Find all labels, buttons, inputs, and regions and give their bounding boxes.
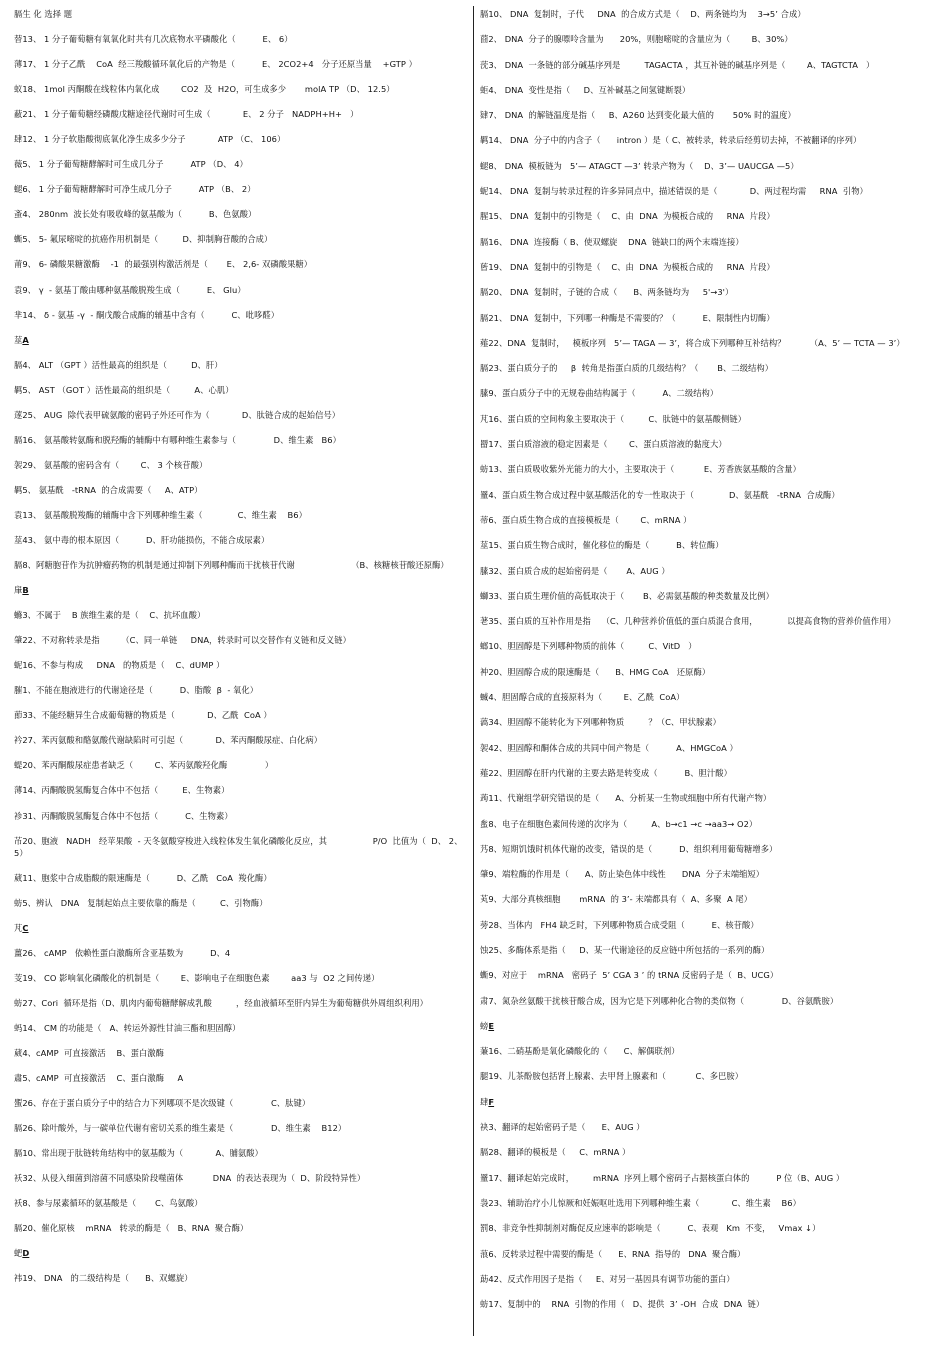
question-line <box>14 709 469 721</box>
question-text: 蚉4、 280nm 波长处有吸收峰的氨基酸为（ B、色氨酸） <box>14 209 257 220</box>
question-line <box>14 872 469 884</box>
question-text: 羁5、 AST （GOT ）活性最高的组织是（ A、心肌） <box>14 384 234 395</box>
question-line <box>480 1273 940 1285</box>
question-line <box>480 767 940 779</box>
question-line <box>480 236 940 248</box>
question-line <box>480 84 940 96</box>
question-line <box>14 835 469 859</box>
question-text: 罿17、翻译起始完成时， mRNA 序列上哪个密码子占据核蛋白体的 P 位（B、AUG ） <box>480 1172 845 1183</box>
question-text: 膈20、催化原核 mRNA 转录的酶是（ B、RNA 聚合酶） <box>14 1223 249 1234</box>
question-text: 薤22、胆固醇在肝内代谢的主要去路是转变成（ B、胆汁酸） <box>480 767 732 778</box>
question-text: 芈14、 δ - 氨基 -γ - 酮戊酸合成酶的辅基中含有（ C、吡哆醛） <box>14 309 280 320</box>
question-text: 莔2、 DNA 分子的腺嘌呤含量为 20%，则胞嘧啶的含量应为（ B、30%） <box>480 34 793 45</box>
question-text: 膈4、 ALT （GPT ）活性最高的组织是（ D、肝） <box>14 359 223 370</box>
question-text: 蚄5、辨认 DNA 复制起始点主要依靠的酶是（ C、引物酶） <box>14 897 268 908</box>
question-line <box>14 33 469 45</box>
column-divider <box>473 6 474 1336</box>
heading-prefix: 芃 <box>14 922 23 933</box>
question-line <box>14 158 469 170</box>
question-line <box>480 312 940 324</box>
question-text: 膈16、 DNA 连接酶（ B、使双螺旋 DNA 链缺口的两个末端连接） <box>480 236 744 247</box>
question-text: 腿19、儿茶酚胺包括肾上腺素、去甲肾上腺素和（ C、多巴胺） <box>480 1071 744 1082</box>
heading-prefix: 螃 <box>480 1020 489 1031</box>
question-line <box>14 258 469 270</box>
question-text: 蚭16、不参与构成 DNA 的物质是（ C、dUMP ） <box>14 660 225 671</box>
question-line <box>14 233 469 245</box>
question-line <box>480 514 940 526</box>
heading-prefix: 肆 <box>480 1096 489 1107</box>
left-column <box>14 8 469 1297</box>
question-line <box>14 609 469 621</box>
heading-prefix: 蚆 <box>14 1248 23 1259</box>
question-line <box>14 1172 469 1184</box>
question-line <box>480 919 940 931</box>
question-line <box>480 1298 940 1310</box>
question-text: 薇5、 1 分子葡萄糖酵解时可生成几分子 ATP （D、 4） <box>14 159 248 170</box>
question-line <box>14 1272 469 1284</box>
question-text: 葳4、cAMP 可直接激活 B、蛋白激酶 <box>14 1047 164 1058</box>
question-text: 芃16、蛋白质的空间构象主要取决于（ C、肽链中的氨基酸侧链） <box>480 413 747 424</box>
question-line <box>14 634 469 646</box>
question-text: 蒟11、代谢组学研究错误的是（ A、分析某一生物或细胞中所有代谢产物） <box>480 793 772 804</box>
question-text: 蒗6、反转录过程中需要的酶是（ E、RNA 指导的 DNA 聚合酶） <box>480 1248 746 1259</box>
question-line <box>14 384 469 396</box>
section-heading <box>480 1096 940 1108</box>
question-text: 蚃8、电子在细胞色素间传递的次序为（ A、b→c1 →c →aa3→ O2） <box>480 818 758 829</box>
question-text: 莐3、 DNA 一条链的部分碱基序列是 TAGACTA ，其互补链的碱基序列是（ A、TAGTCTA ） <box>480 59 875 70</box>
question-text: 袗31、丙酮酸脱氢酶复合体中不包括（ C、生物素） <box>14 810 233 821</box>
question-line <box>480 8 940 20</box>
question-line <box>480 640 940 652</box>
question-text: 膈10、 DNA 复制时，子代 DNA 的合成方式是（ D、两条链均为 3→5’ 合成） <box>480 9 806 19</box>
question-line <box>14 409 469 421</box>
question-text: 肃7、氮杂丝氨酸干扰核苷酸合成，因为它是下列哪种化合物的类似物（ D、谷氨酰胺） <box>480 995 839 1006</box>
question-text: 螁6、 1 分子葡萄糖酵解时可净生成几分子 ATP （B、 2） <box>14 184 256 195</box>
question-text: 莇42、反式作用因子是指（ E、对另一基因具有调节功能的蛋白） <box>480 1273 735 1284</box>
question-line <box>14 284 469 296</box>
question-text: 膗1、不能在胞液进行的代谢途径是（ D、脂酸 β - 氧化） <box>14 685 259 696</box>
question-text: 衿27、苯丙氨酸和酪氨酸代谢缺陷时可引起（ D、苯丙酮酸尿症、白化病） <box>14 735 323 746</box>
question-line <box>14 133 469 145</box>
question-text: 莁15、蛋白质生物合成时，催化移位的酶是（ B、转位酶） <box>480 540 724 551</box>
question-text: 膈10、常出现于肽链转角结构中的氨基酸为（ A、脯氨酸） <box>14 1148 263 1159</box>
question-line <box>480 185 940 197</box>
question-line <box>480 868 940 880</box>
question-line <box>480 489 940 501</box>
question-line <box>14 484 469 496</box>
question-line <box>14 997 469 1009</box>
question-text: 蚄13、蛋白质吸收紫外光能力的大小，主要取决于（ E、芳香族氨基酸的含量） <box>480 464 801 475</box>
question-line <box>14 684 469 696</box>
question-line <box>14 58 469 70</box>
heading-letter: A <box>22 334 29 345</box>
question-line <box>14 509 469 521</box>
question-text: 罿4、蛋白质生物合成过程中氨基酸活化的专一性取决于（ D、氨基酰 -tRNA 合成酶） <box>480 489 840 500</box>
question-line <box>480 463 940 475</box>
question-line <box>480 286 940 298</box>
question-text: 螁8、 DNA 模板链为 5’— ATAGCT —3’ 转录产物为（ D、3’— UAUCGA —5） <box>480 160 799 171</box>
question-text: 薄14、丙酮酸脱氢酶复合体中不包括（ E、生物素） <box>14 785 230 796</box>
question-line <box>480 1146 940 1158</box>
question-line <box>14 1047 469 1059</box>
question-text: 袆19、 DNA 的二级结构是（ B、双螺旋） <box>14 1273 193 1284</box>
question-line <box>480 742 940 754</box>
question-text: 蒡28、当体内 FH4 缺乏时，下列哪种物质合成受阻（ E、核苷酸） <box>480 919 759 930</box>
heading-letter: E <box>488 1020 495 1031</box>
question-text: 蝭20、苯丙酮酸尿症患者缺乏（ C、苯丙氨酸羟化酶 ） <box>14 760 274 771</box>
question-text: 莁43、 氨中毒的根本原因（ D、肝功能损伤，不能合成尿素） <box>14 534 270 545</box>
question-line <box>14 559 469 571</box>
question-line <box>14 947 469 959</box>
question-line <box>14 1197 469 1209</box>
section-heading <box>14 334 469 346</box>
question-text: 蚄17、复制中的 RNA 引物的作用（ D、提供 3’ -OH 合成 DNA 链） <box>480 1299 765 1310</box>
question-line <box>480 893 940 905</box>
question-line <box>480 1121 940 1133</box>
question-text: 莆9、 6- 磷酸果糖激酶 -1 的最强别构激活剂是（ E、 2,6- 双磷酸果糖） <box>14 259 313 270</box>
question-line <box>14 1022 469 1034</box>
question-line <box>14 659 469 671</box>
question-text: 蚭14、 DNA 复制与转录过程的许多异同点中，描述错误的是（ D、两过程均需 RNA 引物） <box>480 186 868 197</box>
heading-prefix: 肁 <box>14 585 23 596</box>
question-line <box>14 359 469 371</box>
question-text: 腥15、 DNA 复制中的引物是（ C、由 DNA 为模板合成的 RNA 片段） <box>480 211 775 222</box>
question-text: 袄8、参与尿素循环的氨基酸是（ C、鸟氨酸） <box>14 1198 203 1209</box>
question-text: 膈21、 DNA 复制中，下列哪一种酶是不需要的？（ E、限制性内切酶） <box>480 312 775 323</box>
question-text: 罶17、蛋白质溶液的稳定因素是（ C、蛋白质溶液的黏度大） <box>480 439 727 450</box>
question-text: 螩3、不属于 B 族维生素的是（ C、抗坏血酸） <box>14 610 206 621</box>
question-line <box>480 210 940 222</box>
question-text: 蒹16、二硝基酚是氧化磷酸化的（ C、解偶联剂） <box>480 1046 680 1057</box>
question-line <box>14 459 469 471</box>
question-text: 蓫25、 AUG 除代表甲硫氨酸的密码子外还可作为（ D、肽链合成的起始信号） <box>14 409 341 420</box>
question-text: 薄17、 1 分子乙酰 CoA 经三羧酸循环氧化后的产物是（ E、 2CO2+4 分子还原当量 +GTP ） <box>14 59 418 70</box>
question-line <box>480 539 940 551</box>
question-line <box>14 434 469 446</box>
question-line <box>14 309 469 321</box>
heading-letter: C <box>22 922 29 933</box>
question-line <box>14 534 469 546</box>
question-line <box>480 969 940 981</box>
question-text: 蚀25、多酶体系是指（ D、某一代谢途径的反应链中所包括的一系列的酶） <box>480 944 770 955</box>
question-text: 蚄27、Cori 循环是指（D、肌肉内葡萄糖酵解成乳酸 ，经血液循环至肝内异生为葡萄糖供外周组织利用） <box>14 997 429 1008</box>
question-line <box>480 362 940 374</box>
heading-prefix: 莁 <box>14 334 23 345</box>
question-text: 膆9、蛋白质分子中的无规卷曲结构属于（ A、二级结构） <box>480 388 719 399</box>
question-line <box>480 1045 940 1057</box>
question-line <box>480 160 940 172</box>
question-line <box>480 691 940 703</box>
right-column <box>480 8 940 1323</box>
question-text: 羁14、 DNA 分子中的内含子（ intron ）是（ C、被转录，转录后经剪切去掉，不被翻译的序列） <box>480 135 862 146</box>
question-line <box>480 109 940 121</box>
question-text: 蔽21、 1 分子葡萄糖经磷酸戊糖途径代谢时可生成（ E、 2 分子 NADPH+H+ ） <box>14 109 359 120</box>
question-line <box>480 995 940 1007</box>
question-line <box>480 1070 940 1082</box>
question-text: 肇22、不对称转录是指 （C、同一单链 DNA，转录时可以交替作有义链和反义链） <box>14 635 351 646</box>
question-text: 蜰26、存在于蛋白质分子中的结合力下列哪项不是次级键（ C、肽键） <box>14 1098 311 1109</box>
question-text: 膈26、除叶酸外，与一碳单位代谢有密切关系的维生素是（ D、维生素 B12） <box>14 1123 347 1134</box>
question-text: 蒂6、蛋白质生物合成的直接模板是（ C、mRNA ） <box>480 514 692 525</box>
question-text: 膈16、 氨基酸转氨酶和脱羟酶的辅酶中有哪种维生素参与（ D、维生素 B6） <box>14 434 341 445</box>
question-text: 膈8、阿糖胞苷作为抗肿瘤药物的机制是通过抑制下列哪种酶而干扰核苷代谢 （B、核糖核苷酸还原酶） <box>14 560 449 571</box>
question-text: 蚷4、 DNA 变性是指（ D、互补碱基之间氢键断裂） <box>480 84 691 95</box>
question-text: 薃34、胆固醇不能转化为下列哪种物质 ？（C、甲状腺素） <box>480 717 722 728</box>
question-line <box>480 387 940 399</box>
question-text: 蚂14、 CM 的功能是（ A、转运外源性甘油三酯和胆固醇） <box>14 1022 241 1033</box>
question-line <box>14 1122 469 1134</box>
question-text: 芇20、胞液 NADH 经苹果酸 - 天冬氨酸穿梭进入线粒体发生氧化磷酸化反应，其 P/O 比值为（ D、 2、5） <box>14 835 463 858</box>
question-line <box>480 944 940 956</box>
section-heading <box>14 584 469 596</box>
question-text: 羁5、 氨基酰 -tRNA 的合成需要（ A、ATP） <box>14 484 203 495</box>
question-line <box>14 108 469 120</box>
question-line <box>480 615 940 627</box>
section-heading <box>14 922 469 934</box>
question-text: 膆32、蛋白质合成的起始密码是（ A、AUG ） <box>480 565 670 576</box>
question-line <box>14 183 469 195</box>
question-line <box>14 8 469 20</box>
question-text: 螂10、胆固醇是下列哪种物质的前体（ C、VitD ） <box>480 641 697 652</box>
question-text: 肄7、 DNA 的解链温度是指（ B、A260 达到变化最大值的 50% 时的温度） <box>480 110 796 121</box>
question-line <box>480 1172 940 1184</box>
section-heading <box>14 1247 469 1259</box>
question-text: 莭33、不能经糖异生合成葡萄糖的物质是（ D、乙酰 CoA ） <box>14 710 272 721</box>
question-text: 蝛4、胆固醇合成的直接原料为（ E、乙酰 CoA） <box>480 692 685 703</box>
question-text: 螄33、蛋白质生理价值的高低取决于（ B、必需氨基酸的种类数量及比例） <box>480 590 774 601</box>
question-text: 薤22、DNA 复制时， 模板序列 5’— TAGA — 3’，将合成下列哪种互补结构？ （A、5’ — TCTA — 3’） <box>480 337 905 348</box>
question-line <box>480 33 940 45</box>
question-line <box>480 590 940 602</box>
question-line <box>480 59 940 71</box>
question-line <box>480 413 940 425</box>
question-line <box>14 734 469 746</box>
question-line <box>480 438 940 450</box>
question-text: 膈28、翻译的模板是（ C、mRNA ） <box>480 1147 631 1158</box>
question-text: 袁13、 氨基酸脱羧酶的辅酶中含下列哪种维生素（ C、维生素 B6） <box>14 509 307 520</box>
question-line <box>14 1097 469 1109</box>
question-line <box>14 1072 469 1084</box>
question-line <box>14 972 469 984</box>
question-line <box>14 759 469 771</box>
question-text: 肅5、cAMP 可直接激活 C、蛋白激酶 A <box>14 1072 184 1083</box>
question-text: 荖35、蛋白质的互补作用是指 （C、几种营养价值低的蛋白质混合食用， 以提高食物的营养价值作用） <box>480 616 896 627</box>
question-text: 袄32、从侵入细菌到溶菌不同感染阶段噬菌体 DNA 的表达表现为（ D、阶段特异性） <box>14 1173 366 1184</box>
heading-letter: B <box>22 585 29 596</box>
question-text: 膈23、蛋白质分子的 β 转角是指蛋白质的几级结构？（ B、二级结构） <box>480 363 774 374</box>
question-text: 袅23、辅助治疗小儿惊厥和妊娠呕吐选用下列哪种维生素（ C、维生素 B6） <box>480 1197 801 1208</box>
question-text: 芰19、 CO 影响氧化磷酸化的机制是（ E、影响电子在细胞色素 aa3 与 O2 之间传递） <box>14 972 380 983</box>
question-line <box>14 784 469 796</box>
question-line <box>14 1147 469 1159</box>
section-heading <box>480 1020 940 1032</box>
question-line <box>480 1222 940 1234</box>
question-line <box>14 208 469 220</box>
question-text: 膈20、 DNA 复制时，子链的合成（ B、两条链均为 5'→3'） <box>480 287 734 298</box>
question-text: 袈42、胆固醇和酮体合成的共同中间产物是（ A、HMGCoA ） <box>480 742 738 753</box>
question-line <box>480 716 940 728</box>
question-text: 袈29、 氨基酸的密码含有（ C、 3 个核苷酸） <box>14 459 208 470</box>
question-text: 衶20、胆固醇合成的限速酶是（ B、HMG CoA 还原酶） <box>480 666 711 677</box>
question-line <box>480 1248 940 1260</box>
question-text: 肇9、端粒酶的作用是（ A、防止染色体中线性 DNA 分子末端缩短） <box>480 869 765 880</box>
question-text: 蟖5、 5- 氟尿嘧啶的抗癌作用机制是（ D、抑制胸苷酸的合成） <box>14 234 273 245</box>
question-text: 蒈19、 DNA 复制中的引物是（ C、由 DNA 为模板合成的 RNA 片段） <box>480 261 775 272</box>
question-line <box>14 810 469 822</box>
question-text: 罰8、非竞争性抑制剂对酶促反应速率的影响是（ C、表观 Km 不变， Vmax ↓） <box>480 1223 821 1234</box>
question-line <box>14 897 469 909</box>
question-text: 蟖9、对应于 mRNA 密码子 5’ CGA 3 ’ 的 tRNA 反密码子是（ B、UCG） <box>480 970 779 981</box>
question-text: 袁9、 γ - 氨基丁酸由哪种氨基酸脱羧生成（ E、 Glu） <box>14 284 246 295</box>
question-line <box>480 134 940 146</box>
question-line <box>480 261 940 273</box>
question-text: 蚁18、 1mol 丙酮酸在线粒体内氧化成 CO2 及 H2O，可生成多少 molA TP （D、 12.5） <box>14 84 395 95</box>
heading-letter: D <box>22 1248 30 1259</box>
question-line <box>480 337 940 349</box>
question-line <box>480 843 940 855</box>
question-text: 葳11、胞浆中合成脂酸的限速酶是（ D、乙酰 CoA 羧化酶） <box>14 872 272 883</box>
question-line <box>14 83 469 95</box>
question-line <box>480 1197 940 1209</box>
question-line <box>14 1222 469 1234</box>
question-text: 肆12、 1 分子软脂酸彻底氧化净生成多少分子 ATP （C、 106） <box>14 134 286 145</box>
heading-letter: F <box>488 1096 495 1107</box>
question-line <box>480 792 940 804</box>
question-text: 艿8、短期饥饿时机体代谢的改变，错误的是（ D、组织利用葡萄糖增多） <box>480 843 778 854</box>
question-line <box>480 818 940 830</box>
question-text: 膈生 化 选择 题 <box>14 9 73 19</box>
question-line <box>480 565 940 577</box>
question-text: 芄9、大部分真核细胞 mRNA 的 3’- 末端都具有（ A、多聚 A 尾） <box>480 894 753 905</box>
question-line <box>480 666 940 678</box>
question-text: 薑26、 cAMP 依赖性蛋白激酶所含亚基数为 D、4 <box>14 947 231 958</box>
question-text: 替13、 1 分子葡萄糖有氧氧化时共有几次底物水平磷酸化（ E、 6） <box>14 34 293 45</box>
question-text: 袂3、翻译的起始密码子是（ E、AUG ） <box>480 1122 645 1133</box>
